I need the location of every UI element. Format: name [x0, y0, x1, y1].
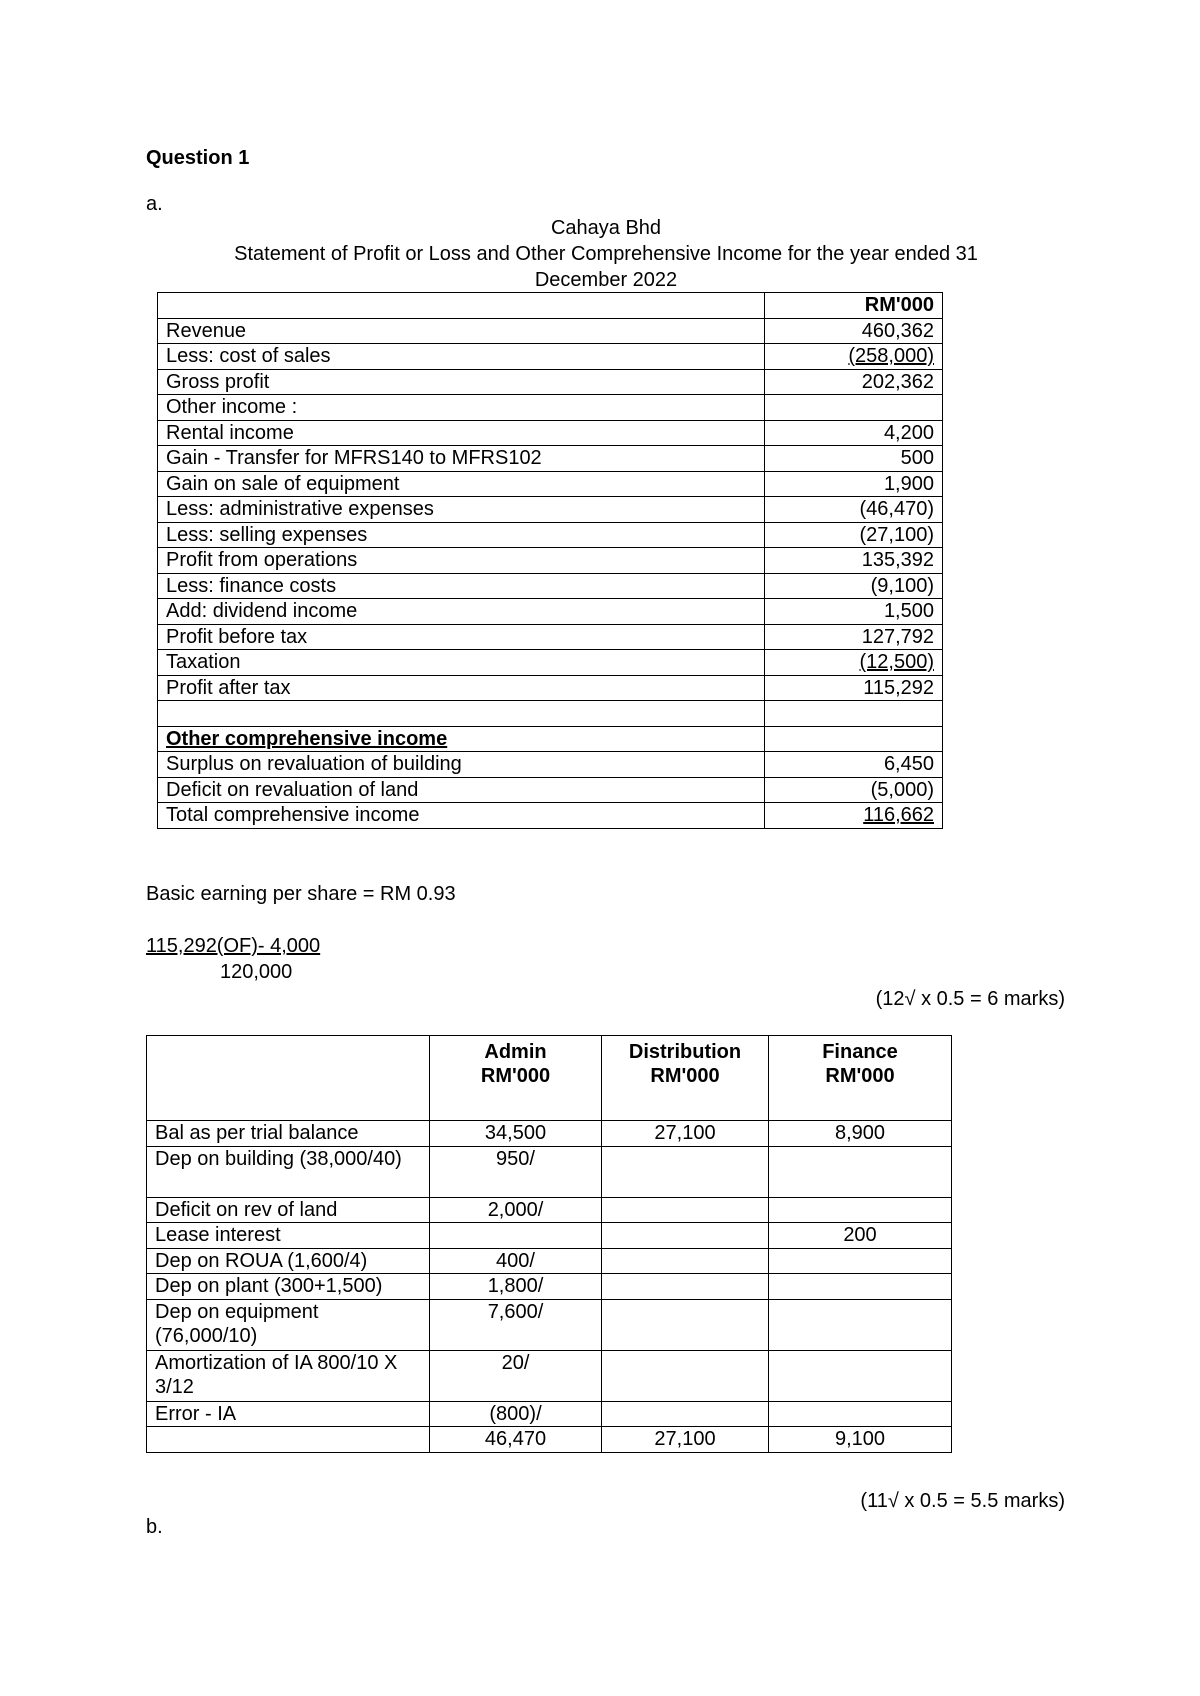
- pl-amount: [765, 701, 943, 727]
- pl-amount-value: 460,362: [861, 319, 934, 342]
- pl-amount-value: 116,662: [863, 804, 934, 826]
- exp-desc: Amortization of IA 800/10 X 3/12: [147, 1350, 430, 1401]
- statement-title-line2: December 2022: [534, 269, 678, 291]
- exp-header-finance: [769, 1036, 952, 1121]
- exp-distribution: [602, 1197, 769, 1223]
- header-label: Admin: [484, 1041, 547, 1063]
- header-unit: RM'000: [480, 1065, 551, 1087]
- exp-admin: 2,000/: [430, 1197, 602, 1223]
- exp-distribution: [602, 1401, 769, 1427]
- table-row: [158, 497, 943, 523]
- exp-desc: Deficit on rev of land: [147, 1197, 430, 1223]
- marks-part-2: (11√ x 0.5 = 5.5 marks): [860, 1490, 1065, 1512]
- pl-header-currency: RM'000: [765, 293, 943, 319]
- question-heading: Question 1: [146, 147, 250, 169]
- header-unit: RM'000: [825, 1065, 895, 1087]
- pl-amount: [765, 599, 943, 625]
- pl-amount-value: 1,500: [883, 600, 934, 622]
- header-label: Finance: [822, 1041, 898, 1063]
- exp-admin: [430, 1223, 602, 1249]
- pl-amount-value: 202,362: [861, 370, 934, 393]
- table-row: [147, 1197, 952, 1223]
- pl-label: Other comprehensive income: [158, 726, 765, 752]
- exp-admin: (800)/: [430, 1401, 602, 1427]
- table-row: [147, 1274, 952, 1300]
- expense-analysis-table: [146, 1035, 952, 1453]
- marks-part-1: (12√ x 0.5 = 6 marks): [875, 988, 1065, 1010]
- pl-label: Gross profit: [158, 369, 765, 395]
- table-row: [158, 599, 943, 625]
- pl-amount-value: (5,000): [870, 778, 934, 801]
- pl-label: Add: dividend income: [158, 599, 765, 625]
- eps-numerator: 115,292(OF)- 4,000: [146, 935, 321, 957]
- table-row: [158, 344, 943, 370]
- pl-label: Less: administrative expenses: [158, 497, 765, 523]
- table-header-row: [147, 1036, 952, 1121]
- exp-header-distribution: [602, 1036, 769, 1121]
- exp-distribution: 27,100: [602, 1121, 769, 1147]
- exp-desc: Lease interest: [147, 1223, 430, 1249]
- pl-amount: [765, 548, 943, 574]
- pl-label: Gain on sale of equipment: [158, 471, 765, 497]
- pl-amount: [765, 777, 943, 803]
- pl-header-blank: [158, 293, 765, 319]
- exp-finance: [769, 1197, 952, 1223]
- pl-label: [158, 701, 765, 727]
- pl-amount-value: (27,100): [859, 523, 934, 546]
- pl-label: Less: cost of sales: [158, 344, 765, 370]
- pl-amount: [765, 675, 943, 701]
- pl-label: Taxation: [158, 650, 765, 676]
- exp-distribution: 27,100: [602, 1427, 769, 1453]
- table-row: [158, 293, 943, 319]
- pl-label: Gain - Transfer for MFRS140 to MFRS102: [158, 446, 765, 472]
- pl-label: Total comprehensive income: [158, 803, 765, 829]
- pl-amount-value: 135,392: [861, 549, 934, 571]
- table-row: [158, 369, 943, 395]
- header-label: Distribution: [628, 1041, 742, 1063]
- pl-amount: [765, 752, 943, 778]
- table-row: [158, 624, 943, 650]
- exp-distribution: [602, 1274, 769, 1300]
- table-row: [158, 548, 943, 574]
- exp-admin: 1,800/: [430, 1274, 602, 1300]
- pl-amount: [765, 344, 943, 370]
- table-row: [158, 446, 943, 472]
- eps-denominator: 120,000: [220, 961, 293, 983]
- pl-label: Less: selling expenses: [158, 522, 765, 548]
- pl-label: Less: finance costs: [158, 573, 765, 599]
- pl-amount: [765, 369, 943, 395]
- exp-distribution: [602, 1146, 769, 1197]
- pl-label: Profit after tax: [158, 675, 765, 701]
- table-row: [158, 420, 943, 446]
- exp-admin: 20/: [430, 1350, 602, 1401]
- table-row: [158, 777, 943, 803]
- exp-finance: [769, 1350, 952, 1401]
- pl-amount: [765, 420, 943, 446]
- exp-distribution: [602, 1248, 769, 1274]
- table-row: [147, 1299, 952, 1350]
- pl-amount: [765, 318, 943, 344]
- table-row: [158, 395, 943, 421]
- pl-amount: [765, 497, 943, 523]
- pl-amount: [765, 446, 943, 472]
- exp-distribution: [602, 1350, 769, 1401]
- pl-amount: [765, 803, 943, 829]
- exp-finance: [769, 1146, 952, 1197]
- pl-amount-value: 1,900: [883, 472, 934, 495]
- table-row: [158, 726, 943, 752]
- exp-header-admin: [430, 1036, 602, 1121]
- exp-finance: [769, 1401, 952, 1427]
- header-unit: RM'000: [650, 1065, 720, 1087]
- exp-desc: Dep on ROUA (1,600/4): [147, 1248, 430, 1274]
- pl-amount-value: 6,450: [883, 753, 934, 775]
- exp-admin: 7,600/: [430, 1299, 602, 1350]
- exp-finance: [769, 1248, 952, 1274]
- pl-amount: [765, 522, 943, 548]
- exp-admin: 400/: [430, 1248, 602, 1274]
- exp-distribution: [602, 1223, 769, 1249]
- exp-distribution: [602, 1299, 769, 1350]
- pl-amount-value: (258,000): [848, 345, 934, 367]
- eps-line: Basic earning per share = RM 0.93: [146, 883, 456, 905]
- company-name: Cahaya Bhd: [550, 217, 662, 239]
- table-row: [147, 1427, 952, 1453]
- table-row: [147, 1121, 952, 1147]
- pl-label: Revenue: [158, 318, 765, 344]
- table-row: [158, 573, 943, 599]
- table-row: [158, 522, 943, 548]
- pl-amount-value: (9,100): [870, 574, 934, 597]
- exp-desc: [147, 1427, 430, 1453]
- table-row: [158, 803, 943, 829]
- pl-amount: [765, 573, 943, 599]
- pl-label: Profit from operations: [158, 548, 765, 574]
- pl-amount-value: (46,470): [859, 498, 934, 520]
- exp-finance: 9,100: [769, 1427, 952, 1453]
- pl-amount: [765, 471, 943, 497]
- exp-header-blank: [147, 1036, 430, 1121]
- table-row: [158, 650, 943, 676]
- part-a-label: a.: [146, 193, 163, 215]
- exp-desc: Dep on plant (300+1,500): [147, 1274, 430, 1300]
- pl-label: Deficit on revaluation of land: [158, 777, 765, 803]
- exp-desc: Bal as per trial balance: [147, 1121, 430, 1147]
- pl-label: Profit before tax: [158, 624, 765, 650]
- table-row: [147, 1223, 952, 1249]
- pl-amount: [765, 395, 943, 421]
- table-row: [147, 1401, 952, 1427]
- table-row: [147, 1350, 952, 1401]
- pl-amount-value: 127,792: [861, 625, 934, 648]
- pl-amount-value: 4,200: [883, 421, 934, 444]
- statement-title-line1: Statement of Profit or Loss and Other Comprehensive Income for the year ended 31: [234, 243, 978, 265]
- table-row: [158, 471, 943, 497]
- exp-admin: 950/: [430, 1146, 602, 1197]
- table-row: [158, 701, 943, 727]
- pl-amount-value: 115,292: [863, 676, 934, 699]
- exp-finance: 8,900: [769, 1121, 952, 1147]
- table-row: [158, 752, 943, 778]
- table-row: [158, 318, 943, 344]
- pl-label: Surplus on revaluation of building: [158, 752, 765, 778]
- exp-finance: [769, 1274, 952, 1300]
- table-row: [147, 1146, 952, 1197]
- pl-amount-value: 500: [900, 447, 934, 469]
- exp-desc: Dep on building (38,000/40): [147, 1146, 430, 1197]
- exp-finance: [769, 1299, 952, 1350]
- exp-admin: 46,470: [430, 1427, 602, 1453]
- exp-finance: 200: [769, 1223, 952, 1249]
- table-row: [147, 1248, 952, 1274]
- part-b-label: b.: [146, 1516, 163, 1538]
- table-row: [158, 675, 943, 701]
- pl-amount-value: (12,500): [859, 651, 934, 673]
- exp-desc: Dep on equipment (76,000/10): [147, 1299, 430, 1350]
- pl-amount: [765, 650, 943, 676]
- pl-label: Rental income: [158, 420, 765, 446]
- pl-amount: [765, 726, 943, 752]
- exp-desc: Error - IA: [147, 1401, 430, 1427]
- profit-loss-table: [157, 292, 943, 829]
- pl-amount: [765, 624, 943, 650]
- exp-admin: 34,500: [430, 1121, 602, 1147]
- pl-label: Other income :: [158, 395, 765, 421]
